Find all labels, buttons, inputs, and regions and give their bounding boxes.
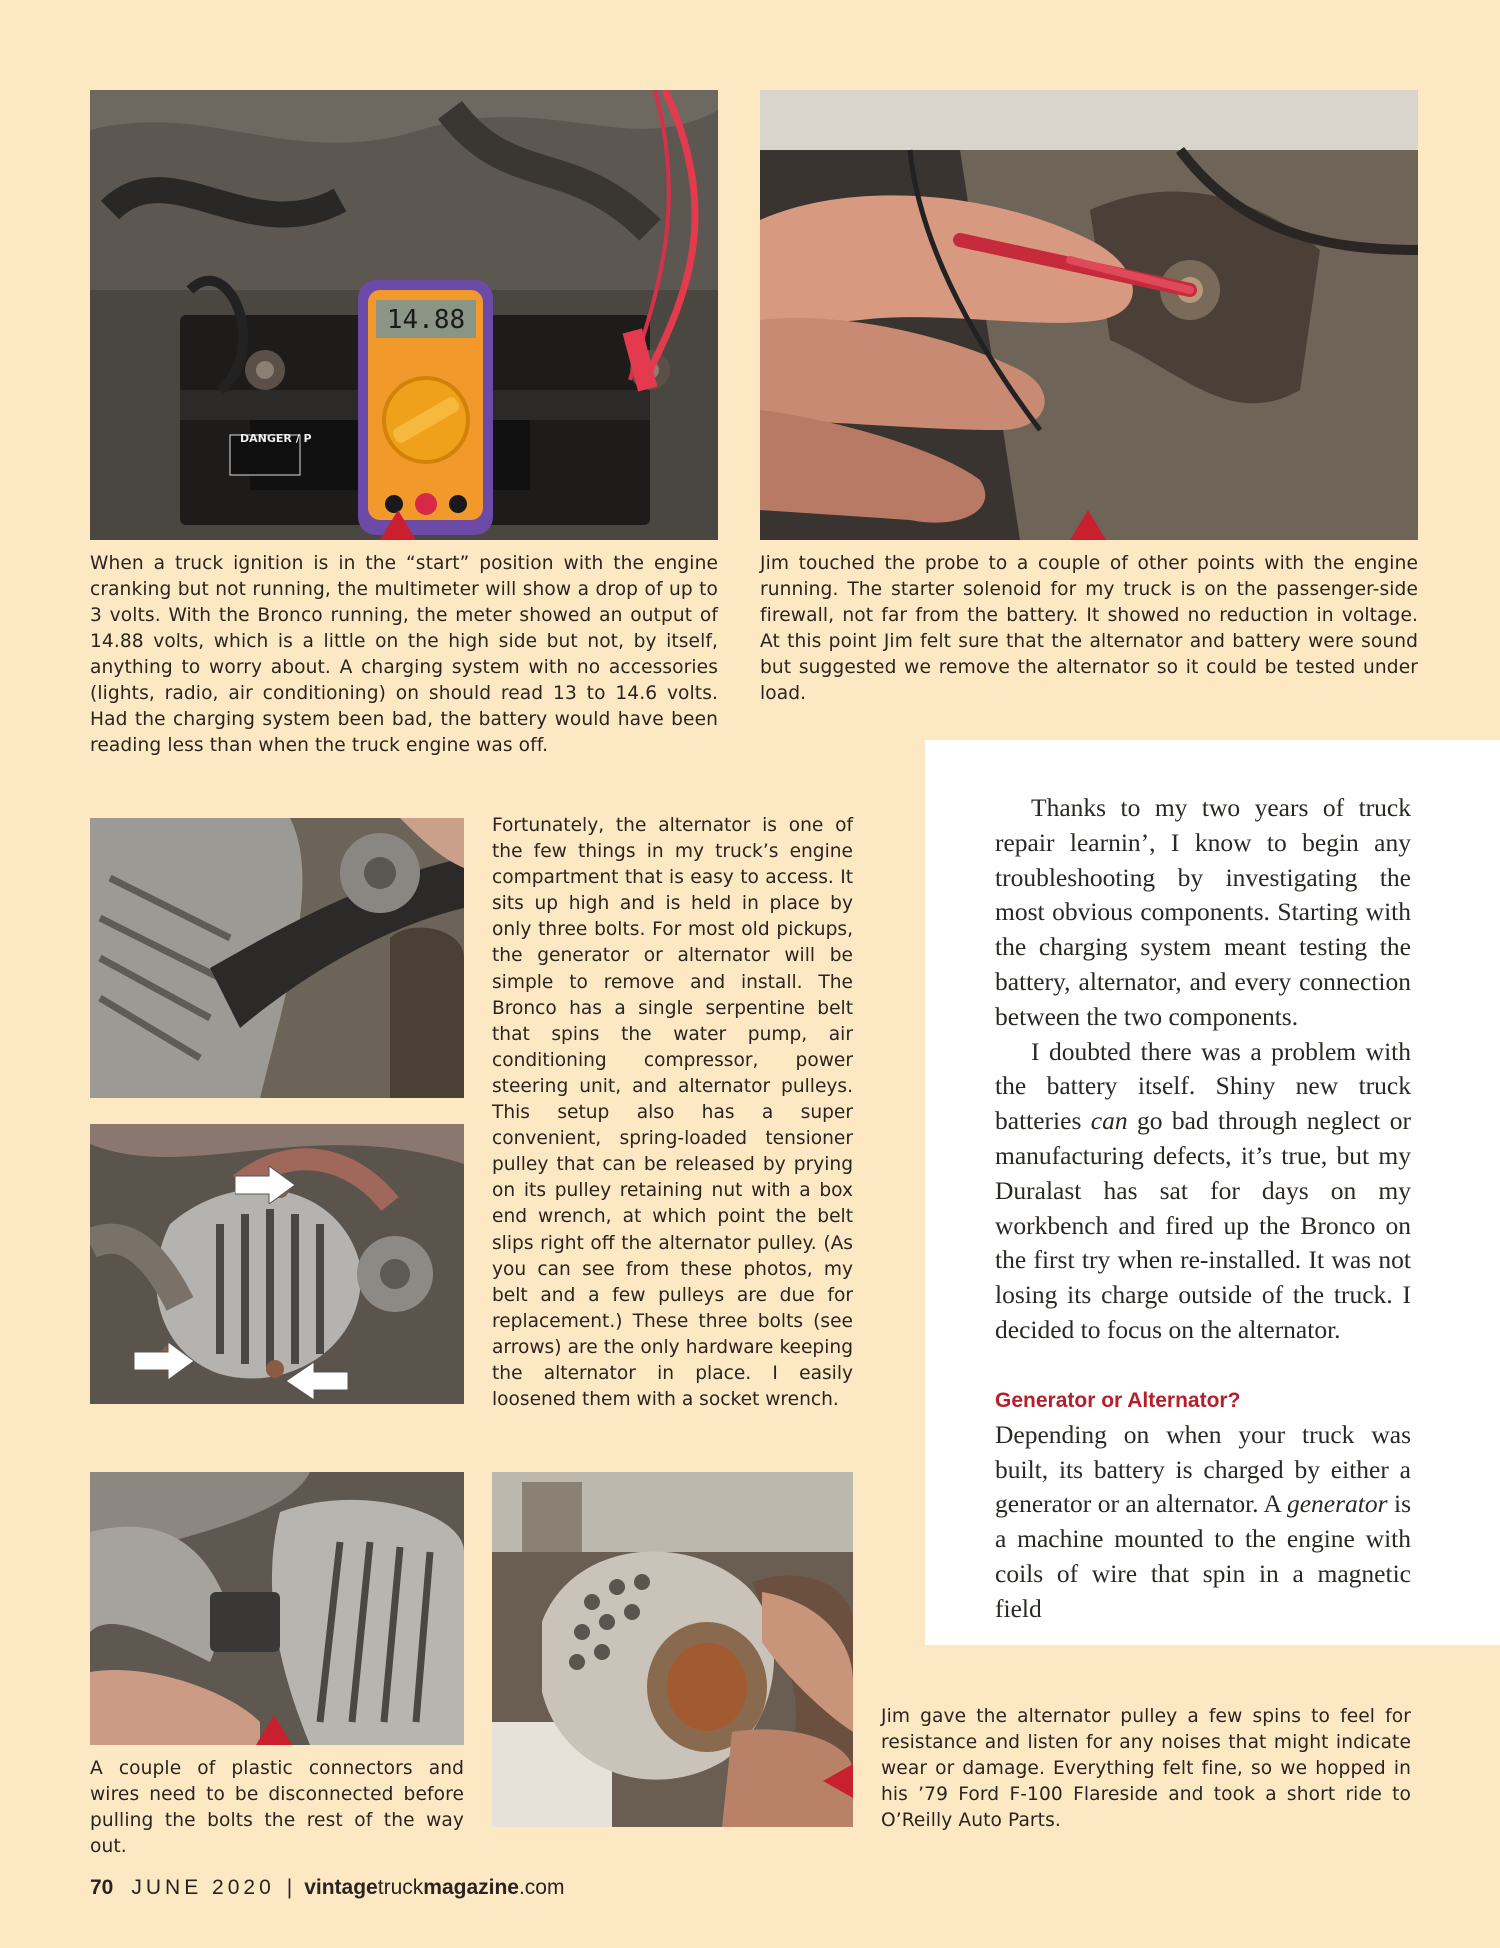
photo-multimeter-battery [90,90,718,540]
emphasis: generator [1286,1489,1388,1519]
photo-alternator-bolts [90,1124,464,1404]
caption-pulley-spin: Jim gave the alternator pulley a few spins to feel for resistance and listen for any noises that might indicate wear or damage. Everything felt fine, so we hopped in his ’79 Ford F-100 Flareside and took a short ride to O’Reilly Auto Parts. [881,1706,1411,1831]
photo-alternator-pulley-spin [492,1472,853,1827]
website-link[interactable] [304,1876,564,1899]
multimeter-display: 14.88 [386,305,466,335]
photo-serpentine-belt [90,818,464,1098]
page-number: 70 [90,1876,114,1899]
site-part: magazine [423,1876,519,1899]
sidebar-paragraph: Thanks to my two years of truck repair learnin’, I know to begin any troubleshooting by investigating the most obvious components. Starting with the charging system meant testing the battery, alternator, and every connection between the two components. [995,793,1411,1031]
pointer-triangle [823,1764,853,1798]
sidebar-paragraph [995,1035,1411,1348]
issue-date: JUNE 2020 [131,1876,275,1899]
site-part: .com [518,1876,565,1899]
text-run: I doubted there was a problem with the battery itself. Shiny new truck batteries [995,1036,1411,1136]
pointer-triangle [1070,510,1106,540]
section-heading: Generator or Alternator? [995,1388,1241,1412]
caption-probe: Jim touched the probe to a couple of other points with the engine running. The starter solenoid for my truck is on the passenger-side firewall, not far from the battery. It showed no reduction in voltage. At this point Jim felt sure that the alternator and battery were sound but suggested we remove the alternator so it could be tested under load. [760,553,1418,704]
page-footer [90,1876,564,1900]
sidebar-paragraph [995,1418,1411,1627]
middle-text-column: Fortunately, the alternator is one of the few things in my truck’s engine compartment that is easy to access. It sits up high and is held in place by only three bolts. For most old pickups, the generator or alternator will be simple to remove and install. The Bronco has a single serpentine belt that spins the water pump, air conditioning compressor, power steering unit, and alternator pulleys. This setup also has a super convenient, spring-loaded tensioner pulley that can be released by prying on its pulley retaining nut with a box end wrench, at which point the belt slips right off the alternator pulley. (As you can see from these photos, my belt and a few pulleys are due for replacement.) These three bolts (see arrows) are the only hardware keeping the alternator in place. I easily loosened them with a socket wrench. [492,815,853,1411]
emphasis: can [1090,1106,1128,1136]
arrow-icon [134,1342,194,1380]
site-part: vintage [304,1876,378,1899]
sidebar-body [995,791,1411,1627]
sidebar-panel [925,740,1500,1645]
caption-multimeter: When a truck ignition is in the “start” position with the engine cranking but not running, the multimeter will show a drop of up to 3 volts. With the Bronco running, the meter showed an output of 14.88 volts, which is a little on the high side but not, by itself, anything to worry about. A charging system with no accessories (lights, radio, air conditioning) on should read 13 to 14.6 volts. Had the charging system been bad, the battery would have been reading less than when the truck engine was off. [90,553,718,756]
photo-plastic-connectors [90,1472,464,1745]
text-run: Depending on when your truck was built, its battery is charged by either a generator or an alternator. A [995,1419,1411,1519]
text-run: is a machine mounted to the engine with coils of wire that spin in a magnetic field [995,1489,1411,1623]
text-run: go bad through neglect or manufacturing defects, it’s true, but my Duralast has sat for days on my workbench and fired up the Bronco on the first try when re-installed. It was not losing its charge outside of the truck. I decided to focus on the alternator. [995,1106,1412,1344]
pointer-triangle [256,1715,292,1745]
arrow-icon [235,1166,295,1204]
footer-separator: | [286,1876,293,1899]
site-part: truck [377,1876,424,1899]
battery-warning-label: DANGER / P [240,432,312,445]
pointer-triangle [380,510,416,540]
photo-probe-solenoid [760,90,1418,540]
arrow-icon [286,1362,348,1400]
caption-connectors: A couple of plastic connectors and wires need to be disconnected before pulling the bolts the rest of the way out. [90,1758,464,1857]
